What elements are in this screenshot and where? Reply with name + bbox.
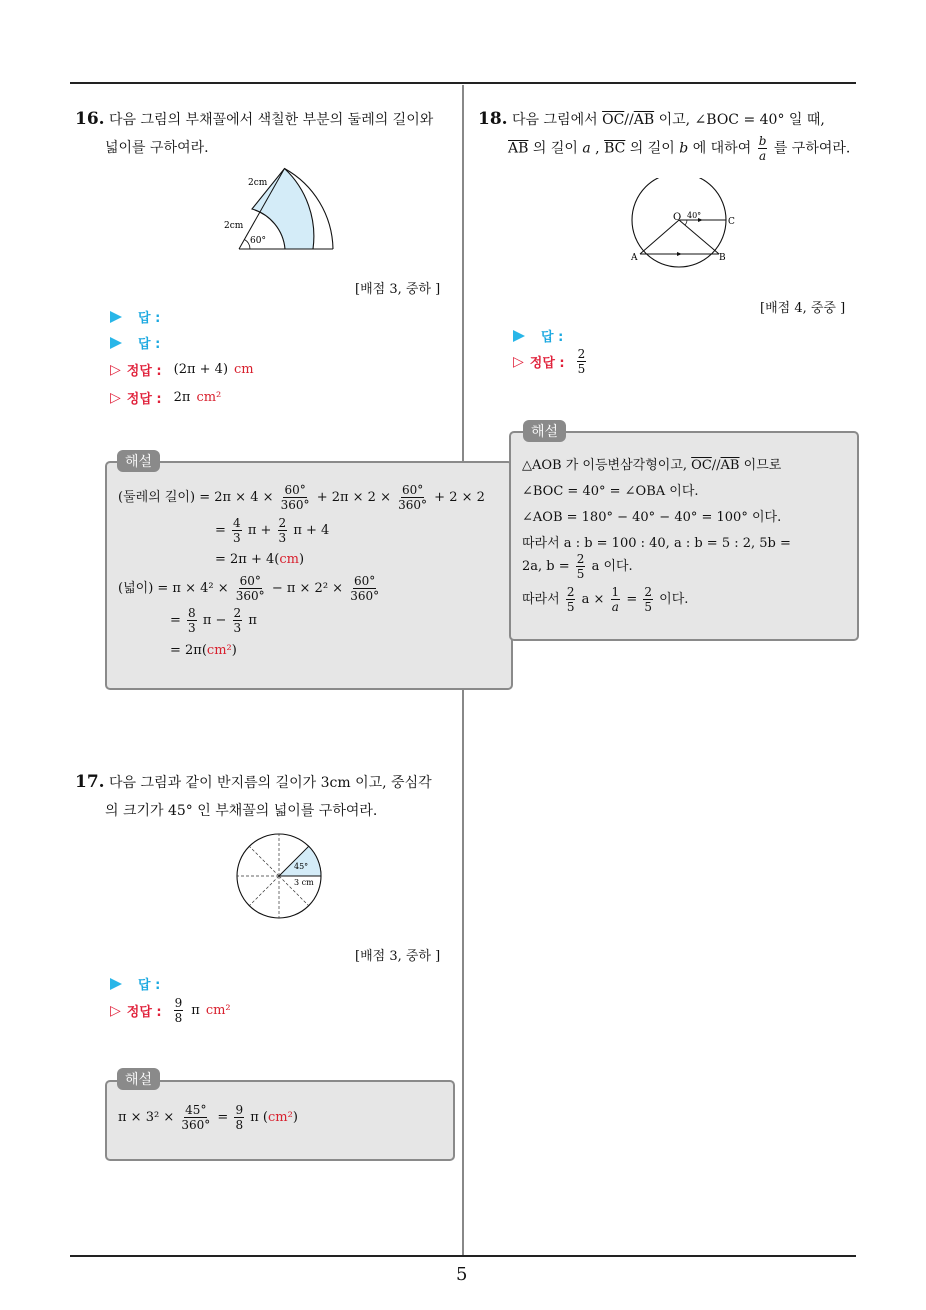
q18-sol-line3: ∠AOB = 180° − 40° − 40° = 100° 이다.	[522, 510, 782, 525]
q17-question	[75, 768, 460, 825]
q18-fig-angle: 40°	[687, 211, 702, 220]
q16-sol-line2: = $\frac{4}{3}$ π + $\frac{2}{3}$ π + 4	[215, 516, 330, 545]
q16-text-line2: 넓이를 구하여라.	[105, 140, 209, 156]
triangle-outline-icon: ▷	[110, 1002, 121, 1019]
q18-text-1a: 다음 그림에서	[512, 112, 598, 128]
q16-fig-angle: 60°	[250, 236, 266, 246]
q17-correct-row	[110, 996, 231, 1025]
q18-text-2b: 의 길이	[629, 140, 675, 157]
q16-sol-line6: = 2π(cm²)	[170, 643, 237, 658]
page-number: 5	[456, 1264, 468, 1285]
q17-score: [배점 3, 중하 ]	[355, 949, 441, 964]
q16-fig-label-left: 2cm	[224, 221, 244, 231]
q18-correct-label: 정답 :	[529, 356, 565, 371]
q16-answer-row-2[interactable]	[110, 333, 160, 352]
q18-arc-ab: $\overline{AB}$	[508, 140, 529, 157]
q18-oc: $\overline{OC}$	[602, 112, 625, 128]
q17-sol-line: π × 3² × $\frac{45^\circ}{360^\circ}$ = $\frac{9}{8}$ π (cm²)	[118, 1103, 298, 1132]
q18-fig-O: O	[673, 212, 682, 223]
q18-correct-fraction: $\frac{2}{5}$	[577, 347, 586, 376]
q18-sol-line4: 따라서 a : b = 100 : 40, a : b = 5 : 2, 5b =	[522, 536, 791, 551]
play-icon	[110, 311, 122, 323]
play-icon	[110, 978, 122, 990]
top-rule	[70, 82, 856, 84]
q17-answer-label: 답 :	[138, 978, 161, 993]
q17-number: 17.	[75, 772, 105, 792]
q18-text-2c: 에 대하여	[692, 140, 752, 157]
q18-arc-bc: $\overline{BC}$	[604, 140, 626, 157]
q17-text-line1: 다음 그림과 같이 반지름의 길이가 3cm 이고, 중심각	[109, 775, 432, 791]
q16-correct-row-1	[110, 360, 254, 379]
q17-answer-row[interactable]	[110, 974, 160, 993]
q18-correct-row	[513, 347, 588, 376]
q17-fig-angle: 45°	[294, 862, 309, 871]
q16-correct-label-1: 정답 :	[126, 364, 162, 379]
q18-parallel: //	[624, 112, 634, 128]
q16-sol-line5: = $\frac{8}{3}$ π − $\frac{2}{3}$ π	[170, 606, 257, 635]
q16-sol-line4: (넓이) = π × 4² × $\frac{60^\circ}{360^\circ}$ − π × 2² × $\frac{60^\circ}{360^\circ}$	[118, 574, 380, 603]
q16-sol-line3: = 2π + 4(cm)	[215, 552, 305, 567]
q16-figure	[220, 162, 340, 254]
play-icon	[513, 330, 525, 342]
q18-score: [배점 4, 중중 ]	[760, 301, 846, 316]
q18-fig-A: A	[631, 253, 638, 263]
q18-answer-label: 답 :	[541, 330, 564, 345]
triangle-outline-icon: ▷	[513, 353, 524, 370]
bottom-rule	[70, 1255, 856, 1257]
q16-correct-label-2: 정답 :	[126, 392, 162, 407]
triangle-outline-icon: ▷	[110, 361, 121, 378]
q16-correct-unit-2: cm²	[196, 390, 222, 405]
q16-number: 16.	[75, 109, 105, 129]
q16-answer-label-2: 답 :	[138, 337, 161, 352]
q16-correct-row-2	[110, 388, 221, 407]
q16-correct-value-2: 2π	[173, 390, 191, 405]
q18-sol-line2: ∠BOC = 40° = ∠OBA 이다.	[522, 484, 699, 499]
q18-text-2d: 를 구하여라.	[773, 140, 851, 157]
q17-correct-pi: π	[191, 1003, 200, 1018]
q18-fig-C: C	[728, 217, 735, 227]
q16-answer-row-1[interactable]	[110, 307, 160, 326]
q17-solution-tag: 해설	[117, 1068, 160, 1090]
q18-ab: $\overline{AB}$	[633, 112, 655, 128]
q18-number: 18.	[478, 109, 508, 129]
q16-score: [배점 3, 중하 ]	[355, 282, 441, 297]
q17-fig-radius: 3 cm	[294, 878, 314, 887]
triangle-outline-icon: ▷	[110, 389, 121, 406]
q16-question	[75, 105, 460, 162]
q18-var-a: a	[582, 140, 591, 157]
q18-sol-line5: 2a, b = $\frac{2}{5}$ a 이다.	[522, 552, 633, 581]
q18-fraction-ba: $\frac{b}{a}$	[758, 134, 767, 163]
q16-correct-value-1: (2π + 4)	[173, 362, 229, 377]
q18-sol-line6: 따라서 $\frac{2}{5}$ a × $\frac{1}{a}$ = $\frac{2}{5}$ 이다.	[522, 585, 689, 614]
q18-answer-row[interactable]	[513, 326, 563, 345]
q16-correct-unit-1: cm	[234, 362, 254, 377]
q17-figure	[234, 831, 326, 921]
q16-fig-label-top: 2cm	[248, 178, 268, 188]
q18-text-1b: 이고, ∠BOC = 40° 일 때,	[658, 112, 825, 128]
q17-correct-label: 정답 :	[126, 1005, 162, 1020]
q18-solution-tag: 해설	[523, 420, 566, 442]
q18-question: 18. 다음 그림에서 $\overline{OC}//\overline{AB}$ 이고, ∠BOC = 40° 일 때, $\overline{AB}$ 의 길이 a , $\overline{BC}$ 의 길이 b 에 대하여 $\frac{b}{a}$ 를 구하여라.	[478, 109, 851, 163]
q16-sol-line1: (둘레의 길이) = 2π × 4 × $\frac{60^\circ}{360^\circ}$ + 2π × 2 × $\frac{60^\circ}{360^\circ}$ + 2 × 2	[118, 483, 485, 512]
play-icon	[110, 337, 122, 349]
q18-text-2a: 의 길이	[532, 140, 578, 157]
q18-var-b: b	[679, 140, 689, 157]
q18-fig-B: B	[719, 253, 726, 263]
q16-solution-tag: 해설	[117, 450, 160, 472]
q16-answer-label-1: 답 :	[138, 311, 161, 326]
q16-text-line1: 다음 그림의 부채꼴에서 색칠한 부분의 둘레의 길이와	[109, 112, 434, 128]
q18-sol-line1: △AOB 가 이등변삼각형이고, $\overline{OC}//\overline{AB}$ 이므로	[522, 458, 782, 473]
q17-correct-unit: cm²	[205, 1003, 231, 1018]
q17-correct-fraction: $\frac{9}{8}$	[174, 996, 183, 1025]
q17-text-line2: 의 크기가 45° 인 부채꼴의 넓이를 구하여라.	[105, 803, 378, 819]
q18-figure	[625, 178, 740, 288]
